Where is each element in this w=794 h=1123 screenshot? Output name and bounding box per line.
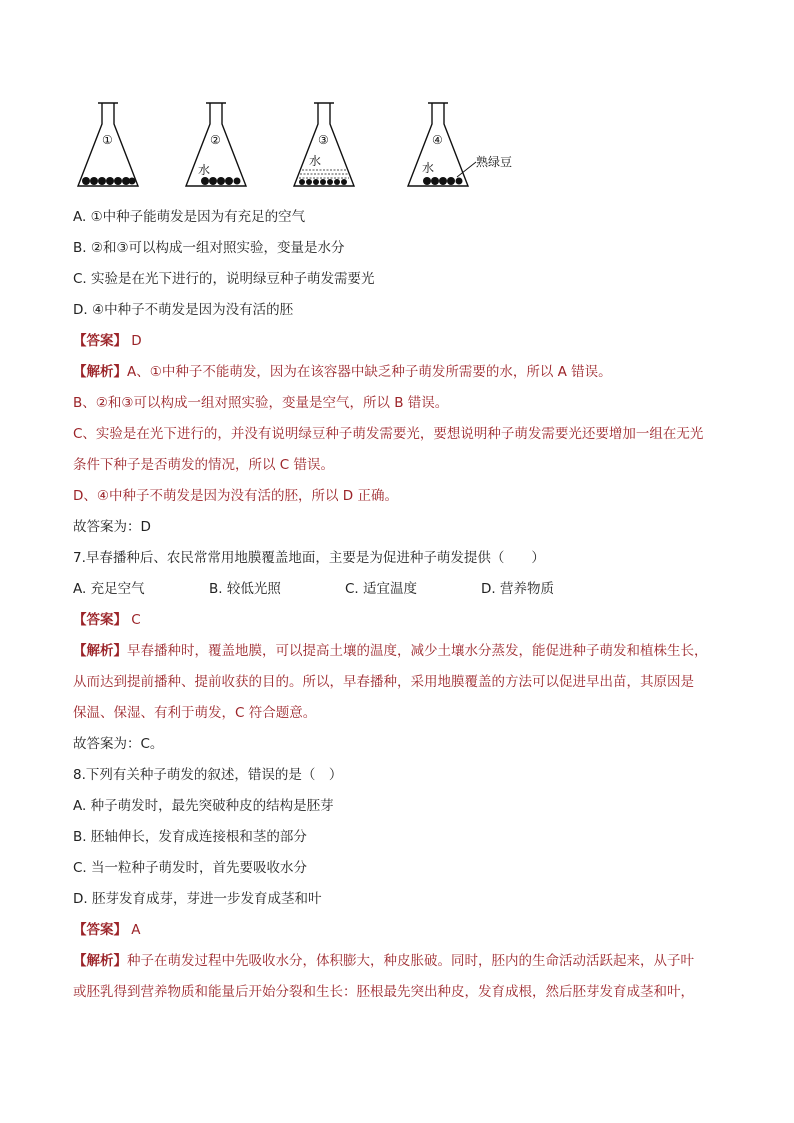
answer-value: C [131, 612, 141, 628]
answer-tag: 【答案】 [73, 612, 127, 628]
flask-4-water-label: 水 [422, 161, 435, 175]
flask-1-label: ① [102, 133, 113, 147]
answer-value: D [131, 333, 142, 349]
flask-2-label: ② [210, 133, 221, 147]
analysis-tag: 【解析】 [73, 953, 127, 969]
answer-value: A [131, 922, 141, 938]
flask-4 [408, 103, 512, 186]
q8-option-c: C. 当一粒种子萌发时，首先要吸收水分 [73, 860, 308, 876]
q6-analysis-line-2: B、②和③可以构成一组对照实验，变量是空气，所以 B 错误。 [73, 395, 449, 411]
flask-2 [186, 103, 246, 186]
q8-stem: 8.下列有关种子萌发的叙述，错误的是（ ） [73, 767, 343, 783]
q7-answer [73, 605, 733, 636]
q7-analysis-line-2: 从而达到提前播种、提前收获的目的。所以，早春播种，采用地膜覆盖的方法可以促进早出苗，其原因是 [73, 674, 694, 690]
water-surface [299, 170, 349, 178]
answer-tag: 【答案】 [73, 922, 127, 938]
flask-3-label: ③ [318, 133, 329, 147]
analysis-text: 早春播种时，覆盖地膜，可以提高土壤的温度，减少土壤水分蒸发，能促进种子萌发和植株生长， [127, 643, 708, 659]
document-body [73, 202, 733, 1008]
q6-answer [73, 326, 733, 357]
q6-option-c: C. 实验是在光下进行的，说明绿豆种子萌发需要光 [73, 271, 375, 287]
q7-analysis-line-1 [73, 636, 733, 667]
flask-3-water-label: 水 [309, 154, 322, 168]
q6-option-d: D. ④中种子不萌发是因为没有活的胚 [73, 302, 294, 318]
q6-analysis-line-3: C、实验是在光下进行的，并没有说明绿豆种子萌发需要光，要想说明种子萌发需要光还要增加一组在无光 [73, 426, 704, 442]
q8-option-b: B. 胚轴伸长，发育成连接根和茎的部分 [73, 829, 307, 845]
q8-option-a: A. 种子萌发时，最先突破种皮的结构是胚芽 [73, 798, 334, 814]
analysis-tag: 【解析】 [73, 643, 127, 659]
q6-final-answer: 故答案为：D [73, 519, 151, 535]
q8-analysis-line-1 [73, 946, 733, 977]
q7-options [73, 574, 733, 605]
q6-analysis-line-4: 条件下种子是否萌发的情况，所以 C 错误。 [73, 457, 335, 473]
analysis-text: A、①中种子不能萌发，因为在该容器中缺乏种子萌发所需要的水，所以 A 错误。 [127, 364, 612, 380]
q6-analysis-line-5: D、④中种子不萌发是因为没有活的胚，所以 D 正确。 [73, 488, 398, 504]
q7-analysis-line-3: 保温、保湿、有利于萌发，C 符合题意。 [73, 705, 317, 721]
flask-3 [294, 103, 354, 186]
q6-option-b: B. ②和③可以构成一组对照实验，变量是水分 [73, 240, 345, 256]
q7-option-c: C. 适宜温度 [345, 581, 418, 597]
q7-stem: 7.早春播种后、农民常常用地膜覆盖地面，主要是为促进种子萌发提供（ ） [73, 550, 545, 566]
flask-1 [78, 103, 138, 186]
q6-option-a: A. ①中种子能萌发是因为有充足的空气 [73, 209, 306, 225]
q7-option-d: D. 营养物质 [481, 581, 554, 597]
flask-2-water-label: 水 [198, 163, 211, 177]
experiment-figure [72, 100, 532, 195]
analysis-text: 种子在萌发过程中先吸收水分，体积膨大，种皮胀破。同时，胚内的生命活动活跃起来，从子叶 [127, 953, 694, 969]
flask-diagram [72, 100, 532, 195]
q6-analysis-line-1 [73, 357, 733, 388]
beans-label: 熟绿豆 [476, 155, 513, 169]
q8-analysis-line-2: 或胚乳得到营养物质和能量后开始分裂和生长：胚根最先突出种皮，发育成根，然后胚芽发育成茎和叶， [73, 984, 694, 1000]
answer-tag: 【答案】 [73, 333, 127, 349]
q7-option-a: A. 充足空气 [73, 581, 145, 597]
q8-option-d: D. 胚芽发育成芽，芽进一步发育成茎和叶 [73, 891, 322, 907]
analysis-tag: 【解析】 [73, 364, 127, 380]
flask-4-label: ④ [432, 133, 443, 147]
q7-option-b: B. 较低光照 [209, 581, 281, 597]
q7-final-answer: 故答案为：C。 [73, 736, 164, 752]
q8-answer [73, 915, 733, 946]
